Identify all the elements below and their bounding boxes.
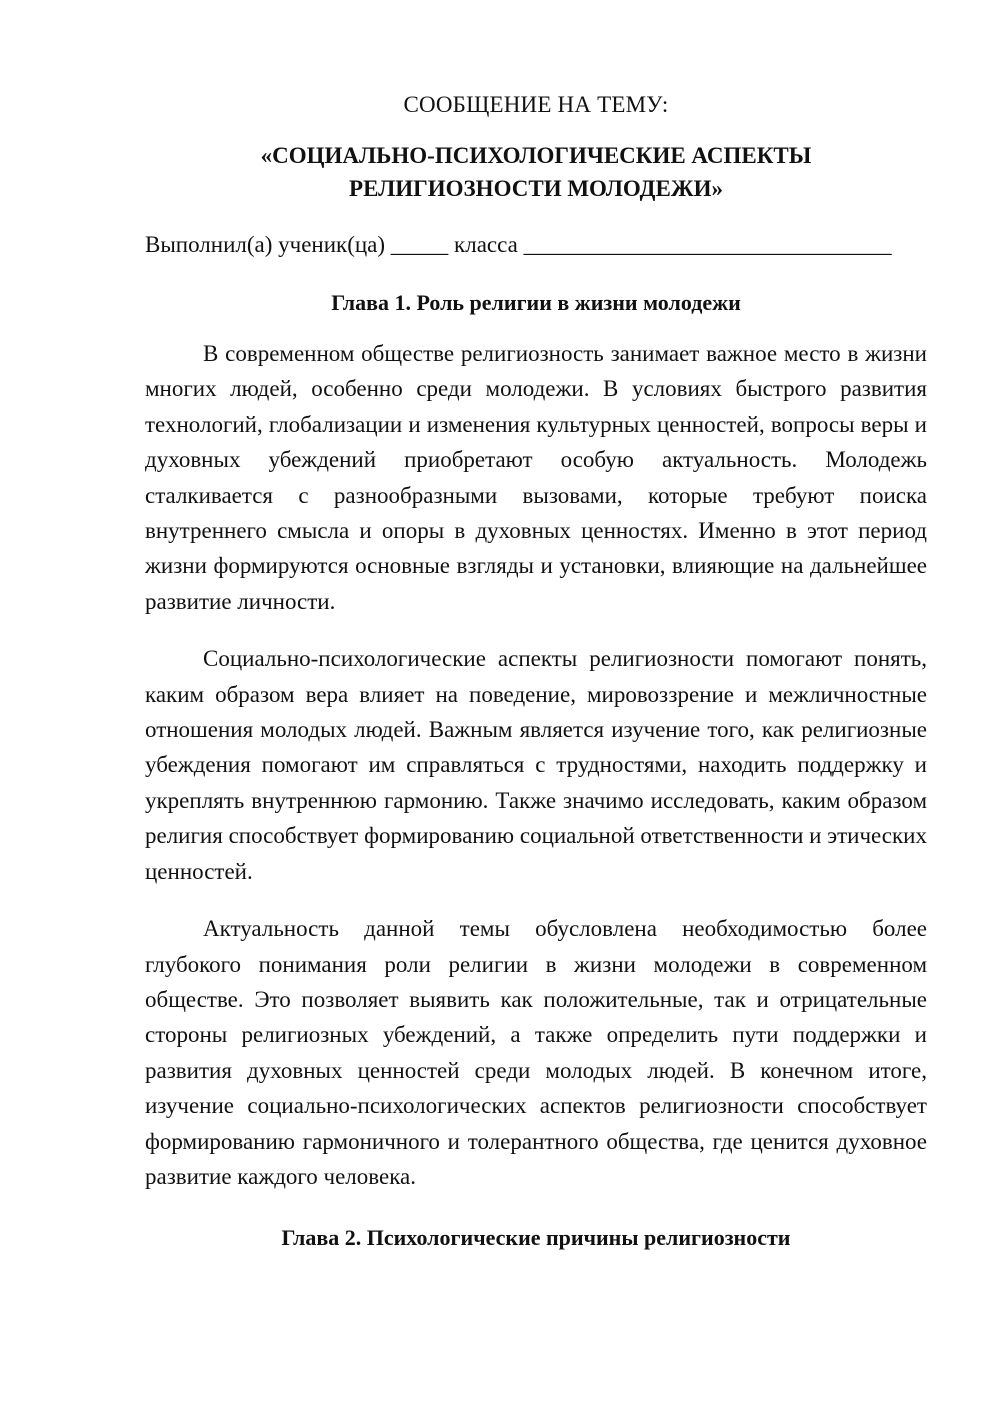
chapter-1-paragraph-2: Социально-психологические аспекты религиозности помогают понять, каким образом вера влияет на поведение, мировоззрение и межличностные отношения молодых людей. Важным является изучение того, как религиозные убеждения помогают им справляться с трудностями, находить поддержку и укреплять внутреннюю гармонию. Также значимо исследовать, каким образом религия способствует формированию социальной ответственности и этических ценностей. [145,646,927,884]
chapter-1-body [145,336,927,1216]
chapter-1-paragraph-3: Актуальность данной темы обусловлена необходимостью более глубокого понимания роли религии в жизни молодежи в современном обществе. Это позволяет выявить как положительные, так и отрицательные стороны религиозных убеждений, а также определить пути поддержки и развития духовных ценностей среди молодых людей. В конечном итоге, изучение социально-психологических аспектов религиозности способствует формированию гармоничного и толерантного общества, где ценится духовное развитие каждого человека. [145,916,927,1189]
chapter-2-heading: Глава 2. Психологические причины религиозности [281,1225,791,1250]
document-title-line-1: «СОЦИАЛЬНО-ПСИХОЛОГИЧЕСКИЕ АСПЕКТЫ [260,143,812,168]
document-title-line-2: РЕЛИГИОЗНОСТИ МОЛОДЕЖИ» [349,176,723,201]
author-line: Выполнил(а) ученик(ца) _____ класса ________________________________ [145,232,892,257]
document-title [145,139,927,205]
document-kicker: СООБЩЕНИЕ НА ТЕМУ: [403,92,669,117]
chapter-1-heading: Глава 1. Роль религии в жизни молодежи [331,290,741,315]
chapter-1-paragraph-1: В современном обществе религиозность занимает важное место в жизни многих людей, особенно среди молодежи. В условиях быстрого развития технологий, глобализации и изменения культурных ценностей, вопросы веры и духовных убеждений приобретают особую актуальность. Молодежь сталкивается с разнообразными вызовами, которые требуют поиска внутреннего смысла и опоры в духовных ценностях. Именно в этот период жизни формируются основные взгляды и установки, влияющие на дальнейшее развитие личности. [145,341,927,614]
